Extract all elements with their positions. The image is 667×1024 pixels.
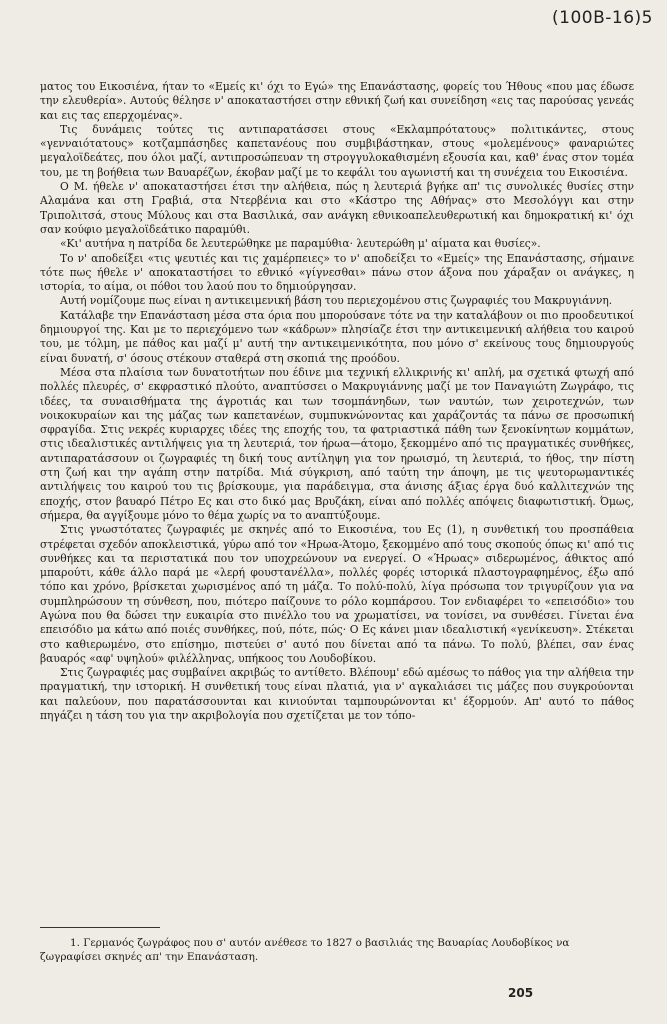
paragraph: Στις ζωγραφιές μας συμβαίνει ακριβώς το αντίθετο. Βλέπουμ' εδώ αμέσως το πάθος για την αλήθεια την πραγματική, την ιστορική. Η συνθετική τους είναι πλατιά, για ν' αγκαλιάσει τις μάζες που συγκρούονται και παλεύουν, που παρατάσσουνται και κινιούνται ταμπουρώνονται κι' έξορμούν. Απ' αυτό το πάθος πηγάζει η τάση του για την ακριβολογία που σχετίζεται με τον τόπο-: [40, 666, 634, 723]
paragraph: Το ν' αποδείξει «τις ψευτιές και τις χαμέρπειες» το ν' αποδείξει το «Εμείς» της Επανάστασης, σήμαινε τότε πως ήθελε ν' αποκαταστήσει το εθνικό «γίγνεσθαι» πάνω στον άξονα που χάραξαν οι ανάγκες, η ιστορία, το αίμα, οι πόθοι του λαού που το δημιούργησαν.: [40, 251, 634, 294]
paragraph: Ο Μ. ήθελε ν' αποκαταστήσει έτσι την αλήθεια, πώς η λευτεριά βγήκε απ' τις συνολικές θυσίες στην Αλαμάνα και στη Γραβιά, στα Ντερβένια και στο «Κάστρο της Αθήνας» στο Μεσολόγγι και στην Τριπολιτσά, στους Μύλους και στα Βασιλικά, σαν ανάγκη εθνικοαπελευθερωτική και δημοκρατική κι' όχι σαν κούφιο μεγαλοϊδεάτικο παραμύθι.: [40, 180, 634, 236]
paragraph: Τις δυνάμεις τούτες τις αντιπαρατάσσει στους «Εκλαμπρότατους» πολιτικάντες, στους «γενναιότατους» κοτζαμπάσηδες καπετανέους που συμβιβάστηκαν, στους «μολεμένους» φαναριώτες μεγαλοϊδεάτες, που όλοι μαζί, αντιπροσώπευαν τη στρογγυλοκαθισμένη εξουσία και, καθ' ένας στον τομέα του, με τη βοήθεια των Βαυαρέζων, έκοβαν μαζί με το κεφάλι του αγωνιστή και τη συνέχεια του Εικοσιένα.: [40, 122, 634, 179]
paragraph: Κατάλαβε την Επανάσταση μέσα στα όρια που μπορούσανε τότε να την καταλάβουν οι πιο προοδευτικοί δημιουργοί της. Και με το περιεχόμενο των «κάδρων» πλησίαζε έτσι την αντικειμενική αλήθεια του καιρού του, με τόλμη, με πάθος και μαζί μ' αυτή την αντικειμενικότητα, που μόνο σ' εκείνους τους δημιουργούς είναι δυνατή, σ' όσους στέκουν σταθερά στη σκοπιά της προόδου.: [40, 308, 634, 365]
page-number: 205: [508, 986, 534, 1000]
body-text: [40, 80, 634, 723]
paragraph: Αυτή νομίζουμε πως είναι η αντικειμενική βάση του περιεχομένου στις ζωγραφιές του Μακρυγιάννη.: [60, 294, 613, 308]
footnote: 1. Γερμανός ζωγράφος που σ' αυτόν ανέθεσε το 1827 ο βασιλιάς της Βαυαρίας Λουδοβίκος να ζωγραφίσει σκηνές απ' την Επανάσταση.: [40, 937, 570, 963]
paragraph: «Κι' αυτήνα η πατρίδα δε λευτερώθηκε με παραμύθια· λευτερώθη μ' αίματα και θυσίες».: [60, 237, 541, 251]
paragraph: Στις γνωστότατες ζωγραφιές με σκηνές από το Εικοσιένα, του Ες (1), η συνθετική του προσπάθεια στρέφεται σχεδόν αποκλειστικά, γύρω από τον «Ηρωα-Άτομο, ξεκομμένο από τους σκοπούς όπως κι' από τις συνθήκες και τα περιστατικά που τον υποχρεώνουν να ενεργεί. Ο «Ήρωας» σιδερωμένος, άθικτος από μπαρούτι, κάθε άλλο παρά με «λερή φουστανέλλα», πολλές φορές ιστορικά πλαστογραφημένος, έξω από τόπο και χρόνο, βρίσκεται χωρισμένος από τη μάζα. Το πολύ-πολύ, λίγα πρόσωπα τον τριγυρίζουν για να συμπληρώσουν τη σύνθεση, που, πιότερο παίζουνε το ρόλο κομπάρσου. Τον ενδιαφέρει το «επεισόδιο» του Αγώνα που θα δώσει την ευκαιρία στο πινέλλο του να χρωματίσει, να τονίσει, να συνθέσει. Γίνεται ένα επεισόδιο μα κάτω από ποιές συνθήκες, πού, πότε, πώς· Ο Ες κάνει μιαν ιδεαλιστική «γενίκευση». Στέκεται στο καθιερωμένο, στο επίσημο, πιστεύει σ' αυτό που δίνεται από τα πάνω. Το πολύ, βλέπει, σαν ένας βαυαρός «αφ' υψηλού» φιλέλληνας, υπήκοος του Λουδοβίκου.: [40, 523, 634, 665]
paragraph: ματος του Εικοσιένα, ήταν το «Εμείς κι' όχι το Εγώ» της Επανάστασης, φορείς του Ήθους «που μας έδωσε την ελευθερία». Αυτούς θέλησε ν' αποκαταστήσει στην εθνική ζωή και συνείδηση «εις τας παρούσας γενεάς και εις τας επερχομένας».: [40, 80, 634, 122]
footnote-divider: [40, 927, 160, 928]
paragraph: Μέσα στα πλαίσια των δυνατοτήτων που έδινε μια τεχνική ελλικρινής κι' απλή, μα σχετικά φτωχή από πολλές πλευρές, σ' εκφραστικό πλούτο, αναπτύσσει ο Μακρυγιάννης μαζί με τον Παναγιώτη Ζωγράφο, τις ιδέες, τα συναισθήματα της άγροτιάς και των τσομπάνηδων, των ναυτών, των χειροτεχνών, των νοικοκυραίων και της μάζας των καπετανέων, συμπυκνώνοντας και χαράζοντάς τα πάνω σε προσωπική σφραγίδα. Στις νεκρές κυριαρχες ιδέες της εποχής του, τα φατριαστικά πάθη των ξενοκίνητων κομμάτων, στις ιδεαλιστικές αντιλήψεις για τη λευτεριά, τον ήρωα—άτομο, ξεκομμένο από τις πραγματικές συνθήκες, αντιπαρατάσσουν οι ζωγραφιές τη δική τους αντίληψη για τον ηρωισμό, τη λευτεριά, το ήθος, την πίστη στη ζωή και την αγάπη στην πατρίδα. Μιά σύγκριση, από ταύτη την άποψη, με τις ψευτορωμαντικές αντιλήψεις του καιρού του τις βρίσκουμε, για παράδειγμα, στα άνισης άξιας έργα δυό καλλιτεχνών της εποχής, στον βαυαρό Πέτρο Ες και στο δικό μας Βρυζάκη, είναι από πολλές απόψεις διαφωτιστική. Όμως, σήμερα, θα αγγίξουμε μόνο το θέμα χωρίς να το αναπτύξουμε.: [40, 365, 634, 522]
handwritten-reference: (100Β-16)5: [552, 8, 653, 28]
